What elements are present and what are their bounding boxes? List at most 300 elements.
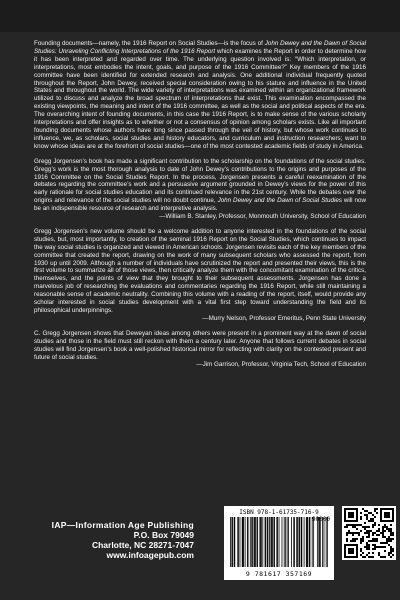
barcode-bar	[269, 517, 270, 567]
qr-module	[370, 530, 372, 532]
paragraph-review-garrison	[34, 330, 366, 370]
barcode-bar	[252, 517, 253, 567]
qr-module	[364, 556, 366, 558]
barcode-bar	[291, 517, 292, 567]
qr-module	[344, 556, 346, 558]
barcode-bar	[257, 517, 258, 567]
publisher-city: Charlotte, NC 28271-7047	[91, 540, 194, 550]
qr-module	[392, 514, 394, 516]
qr-module	[368, 512, 370, 514]
qr-module	[384, 556, 386, 558]
qr-module	[380, 532, 382, 534]
qr-module	[378, 530, 380, 532]
qr-module	[360, 540, 362, 542]
barcode-bar	[304, 517, 305, 567]
qr-module	[346, 540, 348, 542]
qr-module	[372, 524, 374, 526]
qr-module	[380, 546, 382, 548]
barcode-bar	[276, 517, 277, 567]
qr-module	[348, 530, 350, 532]
qr-module	[364, 510, 366, 512]
qr-module	[390, 550, 392, 552]
qr-module	[382, 520, 384, 522]
qr-module	[348, 520, 350, 522]
qr-module	[362, 540, 364, 542]
qr-module	[378, 554, 380, 556]
qr-module	[354, 538, 356, 540]
qr-module	[390, 546, 392, 548]
paragraph-review-stanley	[34, 158, 366, 221]
qr-module	[372, 556, 374, 558]
price-code: 90000	[311, 516, 330, 523]
barcode-bar	[282, 517, 283, 567]
qr-module	[376, 534, 378, 536]
qr-module	[346, 508, 348, 510]
qr-module	[392, 548, 394, 550]
qr-module	[384, 530, 386, 532]
qr-module	[350, 508, 352, 510]
review-attribution: —William B. Stanley, Professor, Monmouth University, School of Education	[159, 213, 366, 221]
qr-module	[362, 556, 364, 558]
qr-module	[384, 514, 386, 516]
qr-module	[360, 530, 362, 532]
qr-module	[388, 554, 390, 556]
qr-module	[348, 514, 350, 516]
qr-module	[368, 548, 370, 550]
paragraph-text: which examines the Report in order to determine how it has been interpreted and regarded over time. The underlying question involved is: “Which interpretation, or interpretations, most embodies the intent, goals, and purpose of the 1916 Committee?” Key members of the 1916 committee have been identified for extended research and analysis. One additional individual frequently quoted throughout the Report, John Dewey, received special consideration owing to his stature and influence in the United States and throughout the world. The wide variety of interpretations was examined within an organizational framework utilized to discuss and analyze the broad spectrum of interpretations that exist. This examination encompassed the existing viewpoints, the meaning and intent of the 1916 committee, as well as the social and political aspects of the era. The overarching intent of founding documents, in this case the 1916 Report, is to make sense of the various scholarly interpretations and offer insights as to whether or not a consensus of opinion among scholars exists. Like all important founding documents whose authors have long since passed through the veil of history, but whose work continues to influence, we, as scholars, social studies and history educators, and curriculum and instruction researchers; want to know whose ideas are at the forefront of social studies—one of the most contested academic fields of study in America.	[34, 47, 366, 150]
barcode-bar	[272, 517, 273, 567]
qr-module	[362, 526, 364, 528]
qr-module	[388, 512, 390, 514]
qr-module	[350, 548, 352, 550]
qr-module	[366, 518, 368, 520]
qr-module	[386, 538, 388, 540]
qr-module	[372, 534, 374, 536]
qr-module	[380, 514, 382, 516]
qr-module	[382, 530, 384, 532]
qr-module	[348, 556, 350, 558]
barcode-bar	[234, 517, 235, 567]
qr-module	[372, 540, 374, 542]
qr-module	[366, 554, 368, 556]
qr-module	[366, 510, 368, 512]
qr-module	[382, 546, 384, 548]
qr-module	[356, 548, 358, 550]
barcode-bar	[254, 517, 255, 567]
barcode-bar	[247, 517, 248, 567]
barcode-bar	[237, 517, 238, 567]
qr-module	[390, 538, 392, 540]
ean-digits: 9 781617 357169	[245, 570, 313, 578]
publisher-url: www.infoagepub.com	[106, 550, 194, 560]
qr-module	[380, 542, 382, 544]
qr-module	[374, 546, 376, 548]
paragraph-text: Founding documents—namely, the 1916 Report on Social Studies—is the focus of	[34, 40, 265, 47]
qr-module	[350, 540, 352, 542]
qr-module	[368, 534, 370, 536]
barcode-bars	[230, 517, 328, 567]
qr-module	[360, 554, 362, 556]
qr-module	[388, 516, 390, 518]
barcode-bar	[245, 517, 246, 567]
qr-module	[370, 540, 372, 542]
qr-module	[356, 514, 358, 516]
barcode-bar	[317, 517, 318, 567]
barcode-bar	[265, 517, 266, 567]
barcode-bar	[288, 517, 289, 567]
qr-module	[356, 510, 358, 512]
qr-module	[376, 530, 378, 532]
qr-module	[360, 548, 362, 550]
qr-module	[382, 526, 384, 528]
review-attribution: —Murry Nelson, Professor Emeritus, Penn State University	[202, 314, 366, 322]
qr-module	[350, 552, 352, 554]
qr-module	[388, 520, 390, 522]
qr-module	[384, 508, 386, 510]
qr-module	[356, 532, 358, 534]
qr-module	[386, 528, 388, 530]
qr-module	[390, 508, 392, 510]
qr-module	[352, 552, 354, 554]
qr-module	[348, 548, 350, 550]
qr-module	[390, 532, 392, 534]
qr-module	[390, 548, 392, 550]
qr-module	[370, 512, 372, 514]
qr-module	[356, 520, 358, 522]
publisher-po-box: P.O. Box 79049	[133, 530, 194, 540]
qr-module	[390, 524, 392, 526]
barcode-bar	[268, 517, 269, 567]
qr-module	[390, 552, 392, 554]
qr-module	[390, 530, 392, 532]
qr-module	[378, 546, 380, 548]
qr-module	[380, 520, 382, 522]
barcode-bar	[230, 517, 231, 567]
barcode-bar	[310, 517, 311, 567]
qr-module	[388, 544, 390, 546]
qr-module	[360, 542, 362, 544]
barcode-bar	[260, 517, 261, 567]
qr-module	[350, 556, 352, 558]
qr-module	[374, 508, 376, 510]
qr-module	[366, 536, 368, 538]
qr-module	[370, 556, 372, 558]
qr-module	[392, 512, 394, 514]
qr-module	[376, 512, 378, 514]
qr-module	[384, 516, 386, 518]
paragraph-review-nelson	[34, 228, 366, 323]
book-title-italic: John Dewey and the Dawn of Social Studies	[217, 197, 342, 205]
qr-module	[368, 526, 370, 528]
qr-code-icon	[344, 508, 394, 558]
book-title-italic: John Dewey and the Dawn of Social Studies: Unraveling Conflicting Interpretations of the 1916 Report	[34, 40, 367, 55]
qr-module	[374, 522, 376, 524]
qr-module	[368, 532, 370, 534]
qr-module	[346, 534, 348, 536]
qr-module	[366, 516, 368, 518]
qr-module	[344, 544, 346, 546]
qr-module	[372, 538, 374, 540]
barcode-bar	[299, 517, 300, 567]
barcode-bar	[327, 517, 328, 567]
qr-module	[374, 516, 376, 518]
qr-module	[368, 530, 370, 532]
qr-module	[352, 550, 354, 552]
qr-module	[346, 538, 348, 540]
barcode-bar	[273, 517, 274, 567]
qr-module	[358, 534, 360, 536]
qr-module	[348, 552, 350, 554]
blurb-text-block	[34, 40, 366, 376]
qr-module	[390, 528, 392, 530]
qr-module	[350, 520, 352, 522]
qr-module	[368, 556, 370, 558]
qr-module	[380, 510, 382, 512]
qr-module	[376, 508, 378, 510]
qr-module	[384, 536, 386, 538]
barcode-bar	[238, 517, 239, 567]
qr-module	[356, 516, 358, 518]
barcode-bar	[301, 517, 302, 567]
qr-module	[372, 520, 374, 522]
qr-module	[390, 540, 392, 542]
qr-module	[382, 542, 384, 544]
qr-module	[390, 534, 392, 536]
qr-module	[388, 552, 390, 554]
qr-module	[380, 516, 382, 518]
barcode-bar	[293, 517, 294, 567]
qr-module	[374, 524, 376, 526]
barcode-bar	[297, 517, 298, 567]
qr-module	[356, 544, 358, 546]
qr-module	[350, 550, 352, 552]
barcode-bar	[257, 517, 258, 567]
paragraph-text: will now be an indispensible resource of research and interpretive analysis.	[34, 197, 366, 213]
qr-module	[350, 514, 352, 516]
paragraph-description	[34, 40, 366, 151]
barcode-bar	[294, 517, 295, 567]
barcode-bar	[312, 517, 313, 567]
qr-module	[370, 518, 372, 520]
qr-module	[354, 508, 356, 510]
qr-module	[366, 526, 368, 528]
qr-module	[352, 534, 354, 536]
qr-module	[382, 532, 384, 534]
qr-module	[392, 516, 394, 518]
top-band	[0, 0, 400, 32]
qr-module	[386, 512, 388, 514]
qr-module	[368, 536, 370, 538]
qr-module	[372, 532, 374, 534]
barcode-bar	[240, 517, 241, 567]
qr-module	[346, 532, 348, 534]
qr-module	[362, 538, 364, 540]
qr-module	[344, 548, 346, 550]
qr-module	[360, 538, 362, 540]
qr-module	[346, 520, 348, 522]
qr-module	[368, 520, 370, 522]
qr-module	[380, 508, 382, 510]
barcode-bar	[319, 517, 320, 567]
qr-module	[344, 526, 346, 528]
qr-module	[380, 518, 382, 520]
qr-module	[384, 550, 386, 552]
qr-module	[360, 516, 362, 518]
qr-module	[360, 524, 362, 526]
qr-module	[392, 510, 394, 512]
barcode-bar	[285, 517, 286, 567]
barcode-bar	[265, 517, 266, 567]
qr-module	[360, 512, 362, 514]
barcode-bar	[309, 517, 310, 567]
barcode-bar	[274, 517, 275, 567]
qr-module	[350, 512, 352, 514]
qr-module	[378, 524, 380, 526]
qr-module	[362, 508, 364, 510]
qr-module	[354, 520, 356, 522]
qr-module	[346, 544, 348, 546]
qr-module	[390, 520, 392, 522]
qr-module	[348, 544, 350, 546]
qr-module	[392, 538, 394, 540]
qr-module	[380, 556, 382, 558]
barcode-bar	[255, 517, 256, 567]
qr-module	[388, 508, 390, 510]
isbn-barcode	[224, 506, 334, 580]
barcode-bar	[243, 517, 244, 567]
qr-module	[386, 542, 388, 544]
qr-module	[362, 536, 364, 538]
barcode-bar	[259, 517, 260, 567]
qr-module	[366, 542, 368, 544]
barcode-bar	[284, 517, 285, 567]
qr-module	[374, 548, 376, 550]
barcode-bar	[296, 517, 297, 567]
qr-module	[376, 540, 378, 542]
qr-module	[392, 520, 394, 522]
qr-module	[348, 508, 350, 510]
qr-module	[348, 550, 350, 552]
qr-module	[364, 514, 366, 516]
qr-module	[364, 522, 366, 524]
qr-module	[346, 526, 348, 528]
qr-module	[382, 528, 384, 530]
qr-module	[352, 524, 354, 526]
barcode-bar	[318, 517, 319, 567]
qr-module	[352, 520, 354, 522]
qr-module	[366, 544, 368, 546]
qr-module	[374, 532, 376, 534]
barcode-bar	[320, 517, 321, 567]
qr-module	[370, 520, 372, 522]
qr-module	[372, 552, 374, 554]
qr-module	[356, 512, 358, 514]
qr-module	[350, 516, 352, 518]
qr-module	[344, 516, 346, 518]
qr-module	[386, 526, 388, 528]
qr-module	[344, 550, 346, 552]
barcode-bar	[261, 517, 262, 567]
qr-module	[344, 508, 346, 510]
barcode-bar	[232, 517, 233, 567]
qr-module	[384, 526, 386, 528]
barcode-bar	[243, 517, 244, 567]
qr-module	[372, 514, 374, 516]
qr-module	[350, 524, 352, 526]
paragraph-text: Gregg Jorgensen’s book has made a significant contribution to the scholarship on the foundations of the social studies. Gregg’s work is the most thorough analysis to date of John Dewey’s contributions to the origins and purposes of the 1916 Committee on the Social Studies Report. In the process, Jorgensen presents a careful reexamination of the debates regarding the committee’s work and a persuasive argument grounded in Dewey’s views for the power of this early rationale for social studies education and its continued relevance in the 21st century. While the debates over the origins and relevance of the social studies will no doubt continue,	[34, 157, 366, 205]
qr-module	[388, 540, 390, 542]
qr-module	[384, 520, 386, 522]
qr-module	[350, 532, 352, 534]
qr-module	[364, 528, 366, 530]
barcode-bar	[262, 517, 263, 567]
qr-module	[344, 512, 346, 514]
barcode-bar	[301, 517, 302, 567]
qr-module	[354, 540, 356, 542]
qr-module	[366, 530, 368, 532]
qr-module	[352, 556, 354, 558]
qr-module	[354, 556, 356, 558]
qr-module	[352, 526, 354, 528]
qr-module	[378, 534, 380, 536]
qr-module	[344, 510, 346, 512]
qr-module	[380, 512, 382, 514]
qr-module	[352, 540, 354, 542]
qr-module	[356, 524, 358, 526]
qr-module	[390, 556, 392, 558]
barcode-bar	[271, 517, 272, 567]
qr-module	[348, 524, 350, 526]
barcode-bar	[313, 517, 314, 567]
qr-module	[354, 544, 356, 546]
qr-module	[348, 512, 350, 514]
barcode-bar	[267, 517, 268, 567]
barcode-bar	[254, 517, 255, 567]
qr-module	[392, 532, 394, 534]
publisher-name: IAP—Information Age Publishing	[51, 520, 194, 530]
qr-module	[356, 546, 358, 548]
qr-module	[352, 538, 354, 540]
qr-module	[344, 514, 346, 516]
barcode-bar	[234, 517, 235, 567]
qr-module	[350, 544, 352, 546]
qr-module	[386, 540, 388, 542]
qr-module	[366, 548, 368, 550]
qr-module	[386, 508, 388, 510]
qr-module	[360, 550, 362, 552]
qr-module	[344, 554, 346, 556]
qr-module	[344, 552, 346, 554]
barcode-bar	[251, 517, 252, 567]
qr-module	[368, 544, 370, 546]
qr-module	[386, 520, 388, 522]
qr-module	[356, 538, 358, 540]
qr-module	[386, 514, 388, 516]
barcode-bar	[299, 517, 300, 567]
qr-module	[362, 552, 364, 554]
qr-module	[372, 518, 374, 520]
qr-module	[352, 508, 354, 510]
qr-module	[356, 556, 358, 558]
qr-module	[352, 544, 354, 546]
qr-module	[344, 518, 346, 520]
barcode-bar	[271, 517, 272, 567]
qr-module	[372, 526, 374, 528]
qr-module	[378, 528, 380, 530]
qr-module	[348, 516, 350, 518]
qr-module	[388, 528, 390, 530]
qr-module	[392, 550, 394, 552]
